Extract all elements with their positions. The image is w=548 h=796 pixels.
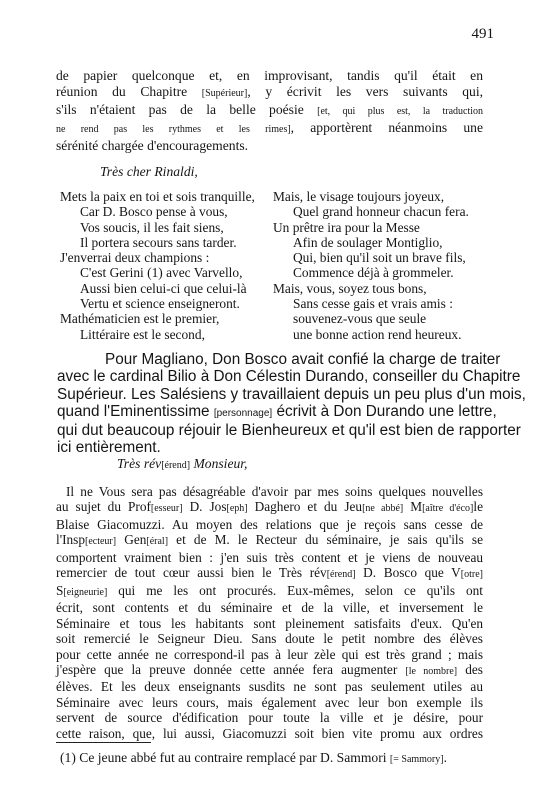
- editorial-bracket: [eigneurie]: [63, 586, 108, 598]
- text-line: Séminaire et tous les habitants sont pleinement satisfaits d'eux. Qu'en: [56, 615, 483, 631]
- text-run: S: [56, 582, 64, 598]
- editorial-bracket: ne rend pas les rythmes et les rimes]: [56, 124, 291, 135]
- text-line: soit remercié le Seigneur Dieu. Sans doute le petit nombre des élèves: [56, 631, 483, 647]
- letter-salutation: [117, 456, 247, 472]
- verse-line: une bonne action rend heureux.: [293, 326, 462, 342]
- text-line: [56, 662, 483, 679]
- verse-line: Mais, vous, soyez tous bons,: [273, 280, 427, 296]
- text-run: réunion du Chapitre: [56, 84, 188, 99]
- verse-line: Vos soucis, il les fait siens,: [80, 219, 224, 235]
- text-line: [56, 102, 483, 120]
- verse-line: C'est Gerini (1) avec Varvello,: [80, 265, 243, 281]
- editorial-bracket: [eph]: [226, 503, 248, 515]
- intro-paragraph: [56, 68, 483, 154]
- text-line: ici entièrement.: [57, 439, 161, 457]
- text-line: Blaise Giacomuzzi. Au moyen des relations que je reçois sans cesse de: [56, 516, 483, 532]
- editorial-bracket: [éral]: [146, 536, 169, 548]
- verse-line: Commence déjà à grommeler.: [293, 265, 454, 281]
- verse-line: Afin de soulager Montiglio,: [293, 234, 443, 250]
- text-line: comportent vraiment bien : j'en suis très content et je viens de nouveau: [56, 549, 483, 565]
- editorial-bracket: [érend]: [326, 569, 356, 581]
- verse-line: Mais, le visage toujours joyeux,: [273, 189, 445, 204]
- editorial-bracket: [ne abbé]: [362, 503, 404, 515]
- poem-salutation: Très cher Rinaldi,: [100, 164, 198, 179]
- verse-line: J'enverrai deux champions :: [60, 250, 210, 266]
- text-run: s'ils n'étaient pas de la belle poésie: [56, 102, 304, 117]
- text-run: quand l'Eminentissime: [57, 402, 210, 420]
- verse-line: Vertu et science enseigneront.: [80, 296, 240, 312]
- text-run: D. Jos: [182, 499, 227, 515]
- text-run: M: [403, 499, 423, 515]
- verse-line: souvenez-vous que seule: [293, 311, 427, 327]
- text-line: de papier quelconque et, en improvisant, tandis qu'il était en: [56, 68, 483, 83]
- text-run: Gen: [116, 532, 147, 548]
- text-line: Supérieur. Les Salésiens y travaillaient depuis un peu plus d'un mois,: [57, 385, 526, 403]
- text-line: élèves. Et les deux enseignants susdits ne sont pas seulement utiles au: [56, 679, 483, 695]
- text-run: Monsieur,: [190, 456, 248, 471]
- poem-right-column: [273, 189, 469, 342]
- editorial-bracket: [le nombre]: [405, 665, 458, 677]
- text-line: Il ne Vous sera pas désagréable d'avoir par mes soins quelques nouvelles: [66, 484, 483, 499]
- verse-line: Il portera secours sans tarder.: [80, 234, 237, 250]
- magliano-paragraph: [57, 351, 526, 457]
- footnote: [60, 750, 447, 766]
- verse-line: Un prêtre ira pour la Messe: [273, 219, 420, 235]
- text-line: [56, 120, 483, 138]
- editorial-bracket: [personnage]: [213, 407, 273, 419]
- verse-line: Sans cesse gais et vrais amis :: [293, 296, 453, 312]
- verse-line: Aussi bien celui-ci que celui-là: [80, 280, 247, 296]
- text-line: [56, 583, 483, 600]
- verse-line: Mets la paix en toi et sois tranquille,: [60, 189, 255, 204]
- footnote-text: .: [443, 750, 447, 765]
- letter-body: [56, 484, 483, 741]
- text-run: , y écrivit les vers suivants qui,: [247, 84, 483, 99]
- footnote-marker: (1): [60, 750, 76, 765]
- text-line: [56, 565, 483, 582]
- verse-line: Quel grand honneur chacun fera.: [293, 204, 469, 220]
- text-run: au sujet du Prof: [56, 499, 151, 515]
- text-run: , apportèrent néanmoins une: [290, 120, 484, 135]
- text-run: j'espère que la preuve donnée cette année fera augmenter: [56, 661, 406, 677]
- text-run: l'Insp: [56, 532, 85, 548]
- text-line: [56, 532, 483, 549]
- text-line: Séminaire avec leurs cours, mais également avec leur bon exemple ils: [56, 694, 483, 710]
- editorial-bracket: [ecteur]: [85, 536, 117, 548]
- editorial-bracket: [esseur]: [150, 503, 183, 515]
- text-run: Très rév: [117, 456, 162, 471]
- poem-left-column: [60, 189, 255, 342]
- editorial-bracket: [Supérieur]: [201, 88, 248, 99]
- text-line: pour cette année ne correspond-il pas à leur zèle qui est très grand ; mais: [56, 646, 483, 662]
- text-run: remercier de tout cœur aussi bien le Très rév: [56, 565, 327, 581]
- text-line: sérénité chargée d'encouragements.: [56, 138, 249, 153]
- footnote-text: Ce jeune abbé fut au contraire remplacé par D. Sammori: [75, 750, 390, 765]
- text-line: [57, 402, 497, 422]
- text-run: Daghero et du Jeu: [247, 499, 363, 515]
- text-line: cette raison, que, lui aussi, Giacomuzzi soit bien vite promu aux ordres: [56, 725, 483, 741]
- verse-line: Qui, bien qu'il soit un brave fils,: [293, 250, 466, 266]
- text-run: qui me les ont procurés. Eux-mêmes, selon ce qu'ils ont: [107, 582, 483, 598]
- text-run: et de M. le Recteur du séminaire, je sais qu'ils se: [168, 532, 483, 548]
- verse-line: Mathématicien est le premier,: [60, 311, 220, 327]
- editorial-bracket: [otre]: [460, 569, 483, 581]
- text-line: écrit, sont contents et du séminaire et de la ville, et inversement le: [56, 600, 483, 616]
- verse-line: Car D. Bosco pense à vous,: [80, 204, 228, 220]
- text-run: écrivit à Don Durando une lettre,: [272, 402, 497, 420]
- text-line: avec le cardinal Bilio à Don Célestin Durando, conseiller du Chapitre: [57, 368, 521, 386]
- editorial-bracket: [aître d'éco]: [422, 503, 474, 515]
- text-line: Pour Magliano, Don Bosco avait confié la charge de traiter: [105, 351, 501, 368]
- editorial-bracket: [et, qui plus est, la traduction: [317, 106, 483, 117]
- editorial-bracket: [= Sammory]: [389, 754, 444, 765]
- verse-line: Littéraire est le second,: [80, 326, 205, 342]
- text-line: qui dut beaucoup réjouir le Bienheureux et qu'il est bien de rapporter: [57, 422, 521, 440]
- text-run: des: [457, 661, 483, 677]
- text-line: servent de source d'édification pour toute la ville et je désire, pour: [56, 710, 483, 726]
- page-number: 491: [471, 26, 494, 42]
- text-line: [56, 499, 483, 516]
- text-run: D. Bosco que V: [355, 565, 461, 581]
- footnote-divider: [56, 742, 151, 743]
- text-line: [56, 84, 483, 102]
- text-run: le: [473, 499, 483, 515]
- editorial-bracket: [érend]: [161, 460, 191, 471]
